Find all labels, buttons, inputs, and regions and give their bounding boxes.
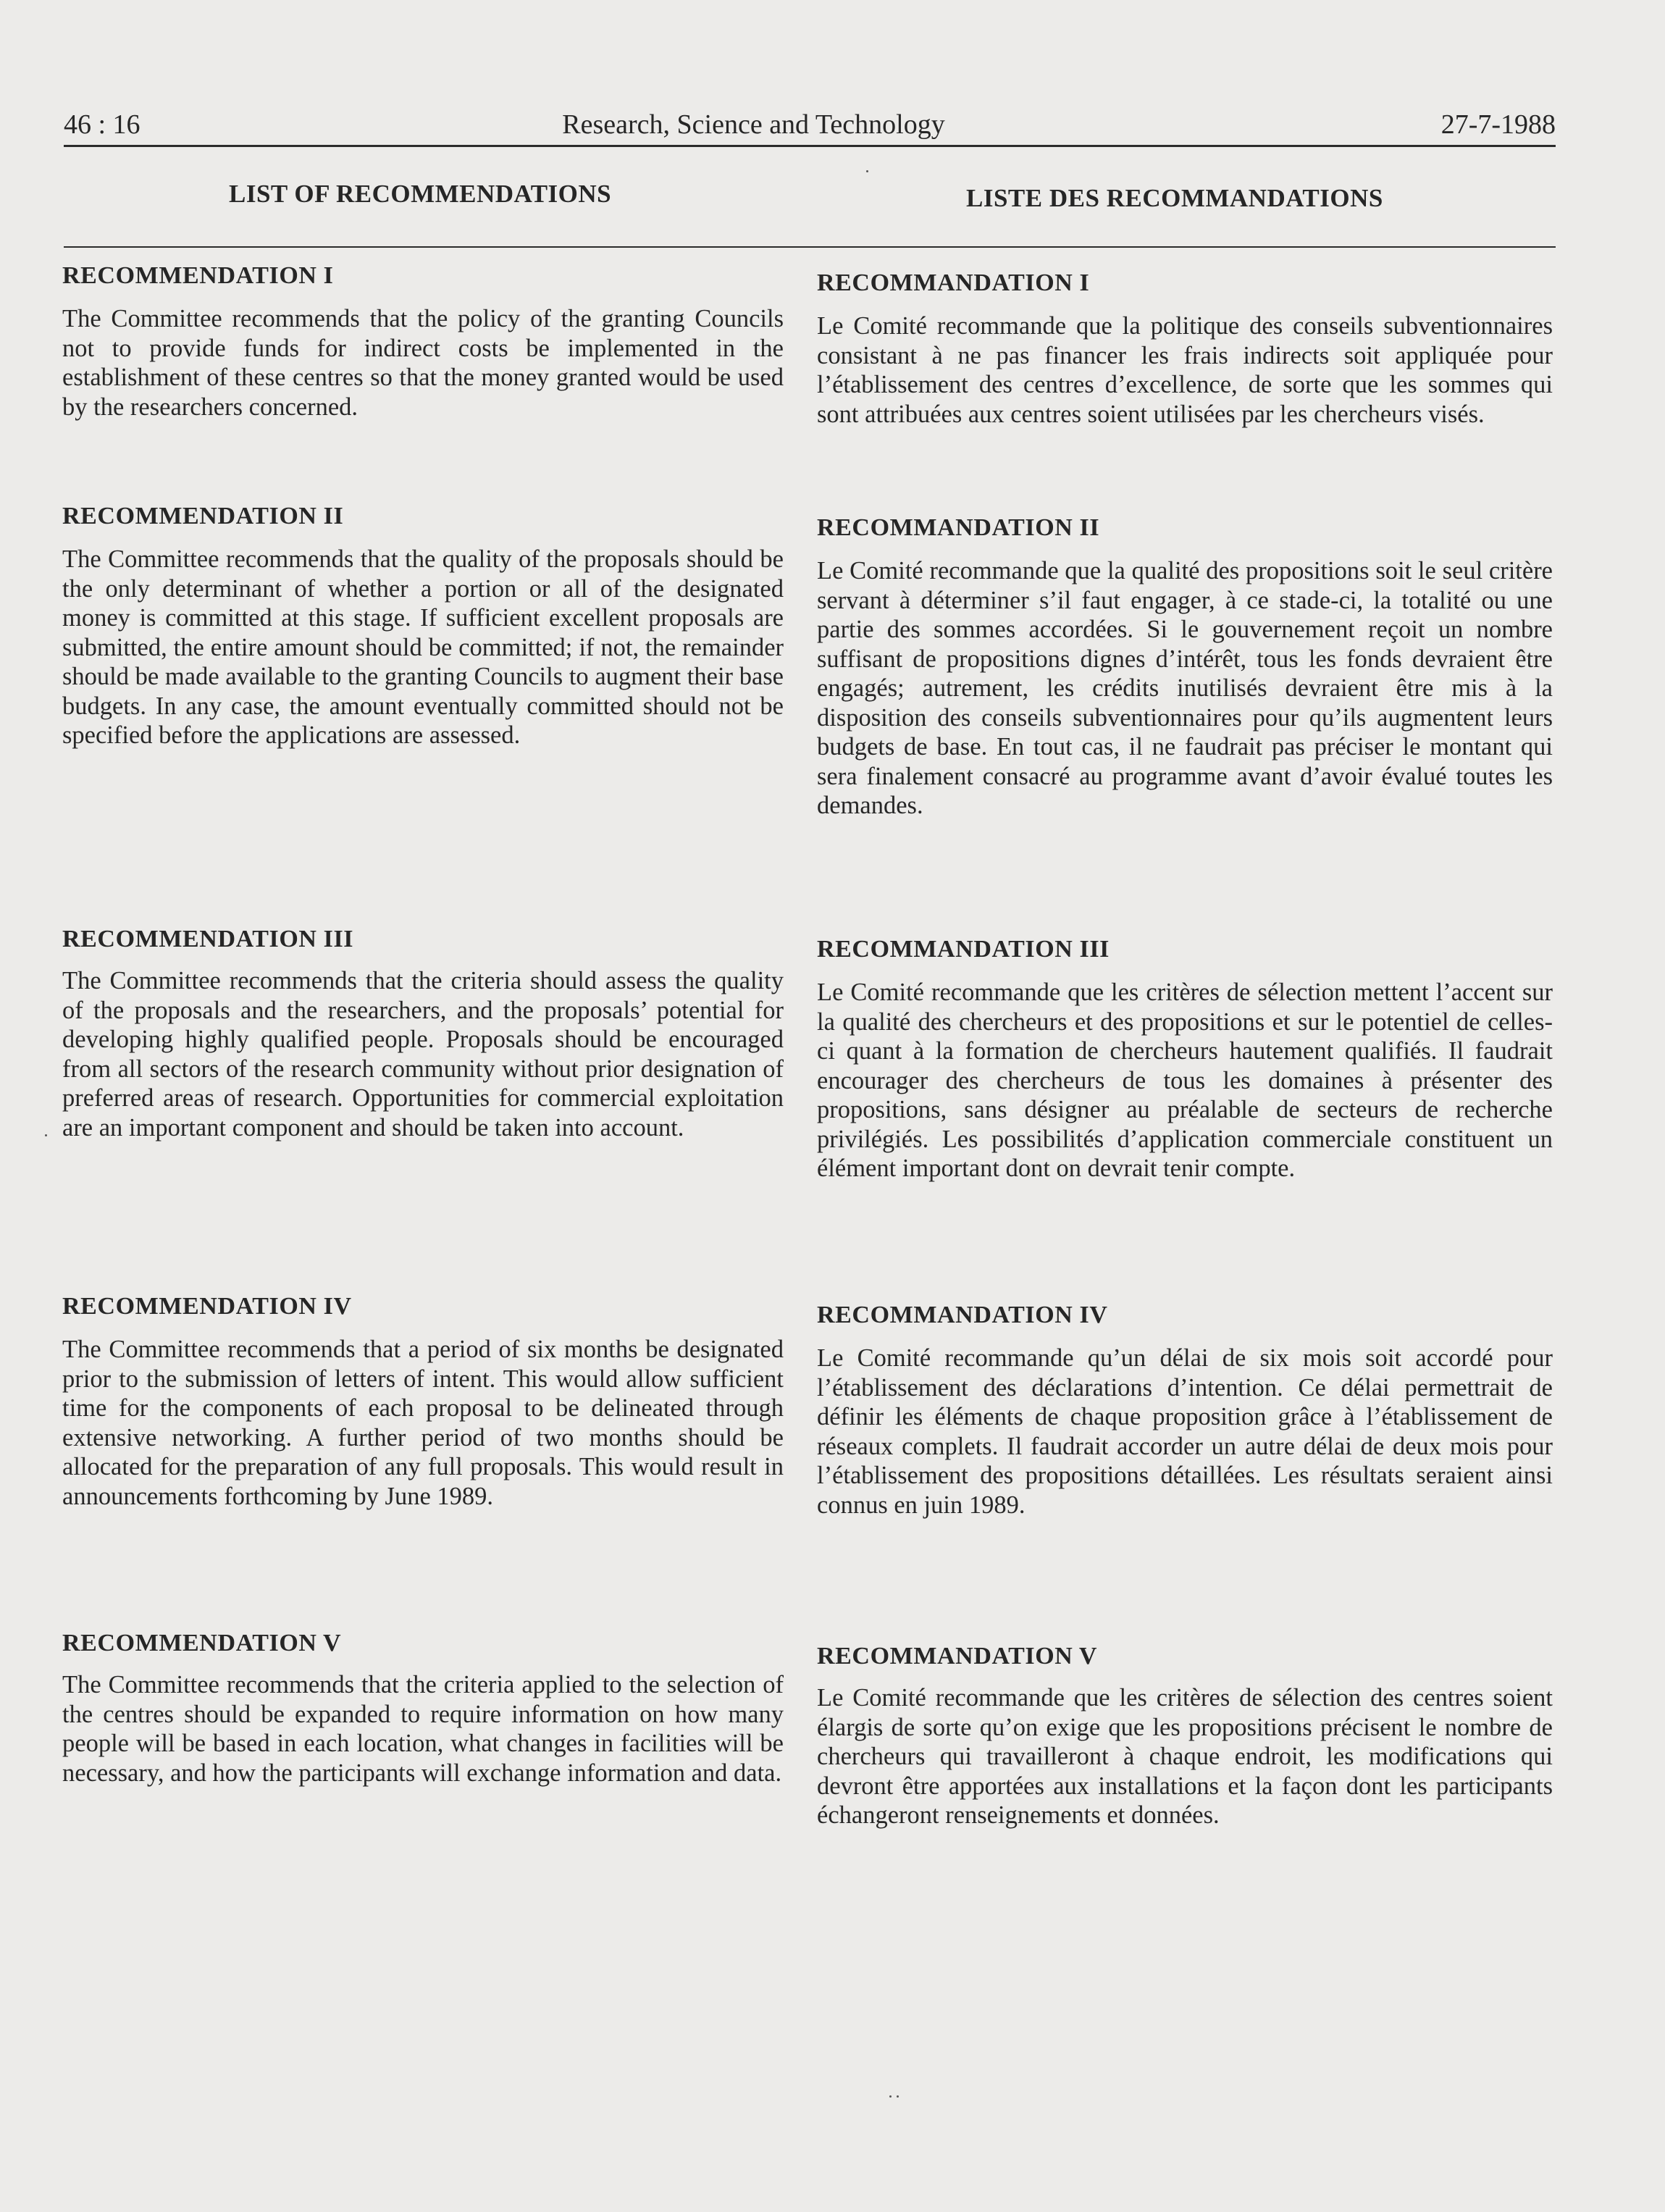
english-recommendation-heading: RECOMMENDATION II	[62, 503, 344, 529]
running-header	[64, 109, 1556, 146]
french-recommendation-heading: RECOMMANDATION II	[817, 514, 1100, 541]
scan-speck	[866, 170, 868, 172]
french-recommendation-heading: RECOMMANDATION IV	[817, 1302, 1108, 1328]
scan-speck	[45, 1134, 47, 1136]
french-recommendation-heading: RECOMMANDATION III	[817, 936, 1110, 963]
english-column-title: LIST OF RECOMMENDATIONS	[229, 180, 612, 208]
english-recommendation-heading: RECOMMENDATION I	[62, 262, 334, 289]
publication-title: Research, Science and Technology	[562, 109, 945, 140]
english-recommendation-text: The Committee recommends that the quality of the proposals should be the only determinant of whether a portion or all of the designated money is committed at this stage. If sufficient excellent proposals are submitted, the entire amount should be committed; if not, the remainder should be made available to the granting Councils to augment their base budgets. In any case, the amount eventually committed should not be specified before the applications are assessed.	[62, 545, 784, 749]
french-column-title: LISTE DES RECOMMANDATIONS	[966, 184, 1383, 212]
scan-speck	[889, 2095, 892, 2098]
english-recommendation-text: The Committee recommends that the policy of the granting Councils not to provide funds for indirect costs be implemented in the establishment of these centres so that the money granted would be used by the researchers concerned.	[62, 305, 784, 421]
publication-date: 27-7-1988	[1440, 109, 1556, 140]
english-recommendation-heading: RECOMMENDATION III	[62, 926, 354, 952]
english-recommendation-text: The Committee recommends that the criteria should assess the quality of the proposals and the researchers, and the proposals’ potential for developing highly qualified people. Proposals should be encouraged from all sectors of the research community without prior designation of preferred areas of research. Opportunities for commercial exploitation are an important component and should be taken into account.	[62, 967, 784, 1141]
english-recommendation-heading: RECOMMENDATION V	[62, 1630, 342, 1656]
scan-speck	[897, 2095, 899, 2098]
titles-rule	[64, 246, 1556, 248]
english-recommendation-heading: RECOMMENDATION IV	[62, 1293, 352, 1320]
french-recommendation-text: Le Comité recommande que les critères de sélection mettent l’accent sur la qualité des chercheurs et des propositions et sur le potentiel de celles-ci quant à la formation de chercheurs hautement qualifiés. Il faudrait encourager des chercheurs de tous les domaines à présenter des propositions, sans désigner au préalable de secteurs de recherche privilégiés. Les possibilités d’application commerciale constituent un élément important dont on devrait tenir compte.	[817, 979, 1553, 1182]
header-rule	[64, 145, 1556, 147]
page-number: 46 : 16	[64, 109, 141, 140]
french-recommendation-text: Le Comité recommande que les critères de sélection des centres soient élargis de sorte qu’on exige que les propositions précisent le nombre de chercheurs qui travailleront à chaque endroit, les modifications qui devront être apportées aux installations et la façon dont les participants échangeront renseignements et données.	[817, 1684, 1553, 1829]
french-recommendation-heading: RECOMMANDATION I	[817, 269, 1090, 296]
french-recommendation-heading: RECOMMANDATION V	[817, 1643, 1098, 1670]
french-recommendation-text: Le Comité recommande qu’un délai de six mois soit accordé pour l’établissement des déclarations d’intention. Ce délai permettrait de définir les éléments de chaque proposition grâce à l’établissement de réseaux complets. Il faudrait accorder un autre délai de deux mois pour l’établissement des propositions détaillées. Les résultats seraient ainsi connus en juin 1989.	[817, 1344, 1553, 1519]
french-recommendation-text: Le Comité recommande que la politique des conseils subventionnaires consistant à ne pas financer les frais indirects soit appliquée pour l’établissement des centres d’excellence, de sorte que les sommes qui sont attribuées aux centres soient utilisées par les chercheurs visés.	[817, 312, 1553, 428]
french-recommendation-text: Le Comité recommande que la qualité des propositions soit le seul critère servant à déterminer s’il faut engager, à ce stade-ci, la totalité ou une partie des sommes accordées. Si le gouvernement reçoit un nombre suffisant de propositions dignes d’intérêt, tous les fonds devraient être engagés; autrement, les crédits inutilisés devraient être mis à la disposition des conseils subventionnaires pour qu’ils augmentent leurs budgets de base. En tout cas, il ne faudrait pas préciser le montant qui sera finalement consacré au programme avant d’avoir évalué toutes les demandes.	[817, 557, 1553, 819]
english-recommendation-text: The Committee recommends that the criteria applied to the selection of the centres should be expanded to require information on how many people will be based in each location, what changes in facilities will be necessary, and how the participants will exchange information and data.	[62, 1671, 784, 1787]
english-recommendation-text: The Committee recommends that a period of six months be designated prior to the submission of letters of intent. This would allow sufficient time for the components of each proposal to be delineated through extensive networking. A further period of two months should be allocated for the preparation of any full proposals. This would result in announcements forthcoming by June 1989.	[62, 1336, 784, 1510]
